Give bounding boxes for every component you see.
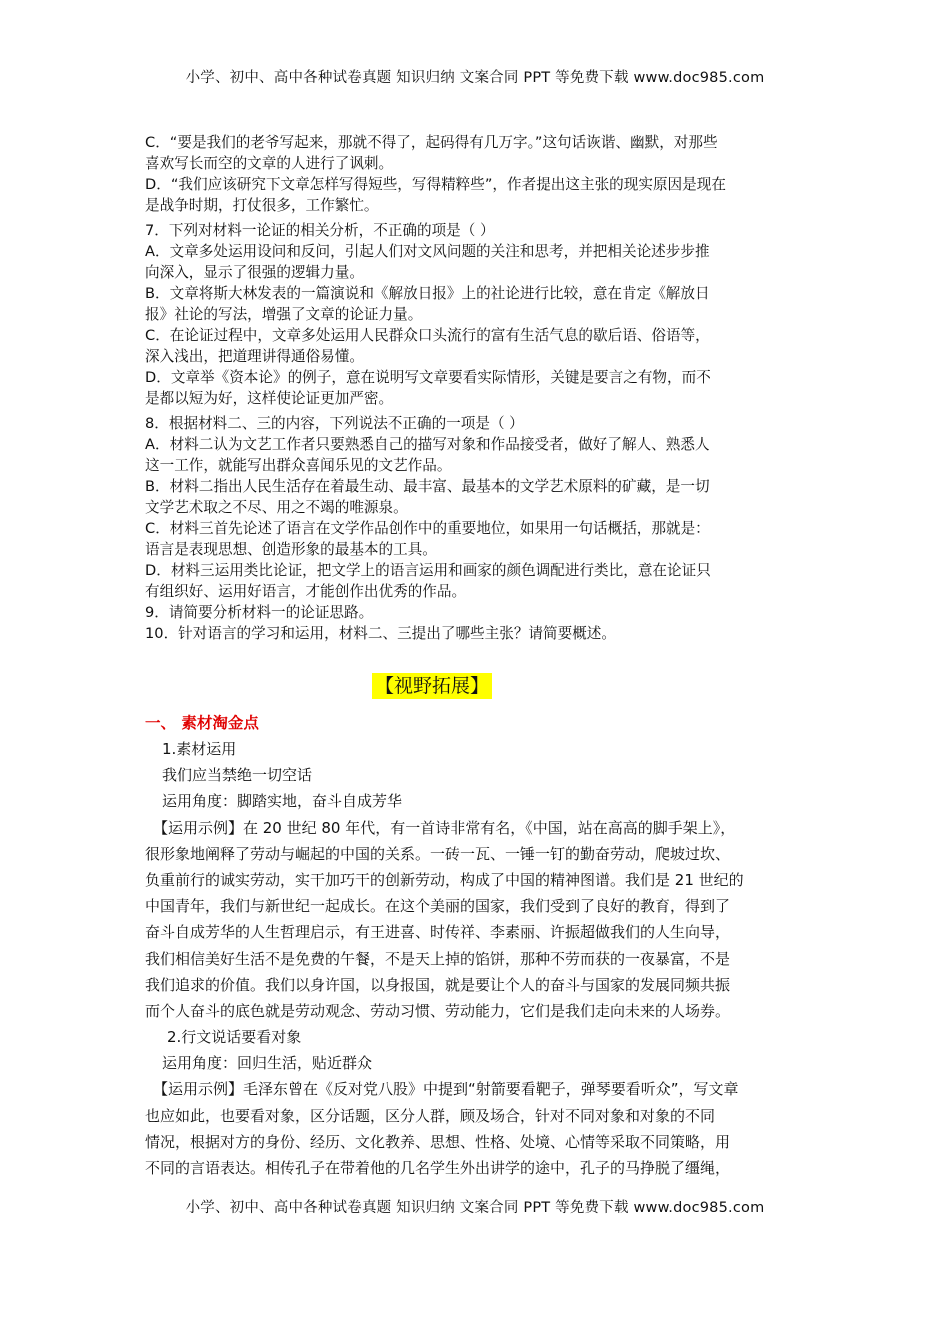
material-line-cont: 我们追求的价值。我们以身许国，以身报国，就是要让个人的奋斗与国家的发展同频共振 [145,975,731,994]
section-heading: 一、 素材淘金点 [145,714,259,732]
material-line-cont: 奋斗自成芳华的人生哲理启示，有王进喜、时传祥、李素丽、许振超做我们的人生向导， [145,923,731,942]
material-line-cont: 中国青年，我们与新世纪一起成长。在这个美丽的国家，我们受到了良好的教育，得到了 [145,897,731,916]
material-line-sub2: 2.行文说话要看对象 [167,1028,302,1047]
material-line-sub: 运用角度：脚踏实地，奋斗自成芳华 [162,792,403,811]
question-line: 喜欢写长而空的文章的人进行了讽刺。 [145,155,394,172]
question-group [145,623,810,644]
question-group [145,220,810,409]
question-line: 文学艺术取之不尽、用之不竭的唯源泉。 [145,499,408,516]
question-line: 语言是表现思想、创造形象的最基本的工具。 [145,541,437,558]
question-line: 深入浅出，把道理讲得通俗易懂。 [145,348,364,365]
page-footer: 小学、初中、高中各种试卷真题 知识归纳 文案合同 PPT 等免费下载 www.doc985.com [185,1200,765,1216]
question-line: 有组织好、运用好语言，才能创作出优秀的作品。 [145,583,467,600]
material-line-cont: 负重前行的诚实劳动，实干加巧干的创新劳动，构成了中国的精神图谱。我们是 21 世纪的 [145,870,744,889]
question-line: 10．针对语言的学习和运用，材料二、三提出了哪些主张？请简要概述。 [145,625,616,642]
question-line: 向深入，显示了很强的逻辑力量。 [145,264,364,281]
question-line: D．材料三运用类比论证，把文学上的语言运用和画家的颜色调配进行类比，意在论证只 [145,562,711,579]
material-line-cont: 很形象地阐释了劳动与崛起的中国的关系。一砖一瓦、一锤一钉的勤奋劳动，爬坡过坎、 [145,844,731,863]
question-line: A．材料二认为文艺工作者只要熟悉自己的描写对象和作品接受者，做好了解人、熟悉人 [145,436,710,453]
question-line: 7．下列对材料一论证的相关分析，不正确的项是（ ） [145,222,495,239]
question-line: A．文章多处运用设问和反问，引起人们对文风问题的关注和思考，并把相关论述步步推 [145,243,710,260]
material-line-cont: 也应如此，也要看对象，区分话题，区分人群，顾及场合，针对不同对象和对象的不同 [145,1106,716,1125]
material-line-example: 【运用示例】毛泽东曾在《反对党八股》中提到“射箭要看靶子，弹琴要看听众”，写文章 [153,1080,739,1099]
question-line: 是都以短为好，这样使论证更加严密。 [145,390,394,407]
question-line: B．文章将斯大林发表的一篇演说和《解放日报》上的社论进行比较，意在肯定《解放日 [145,285,710,302]
question-line: 报》社论的写法，增强了文章的论证力量。 [145,306,423,323]
material-line-example: 【运用示例】在 20 世纪 80 年代，有一首诗非常有名，《中国，站在高高的脚手架上》， [153,818,736,837]
question-line: 这一工作，就能写出群众喜闻乐见的文艺作品。 [145,457,452,474]
material-line-cont: 我们相信美好生活不是免费的午餐，不是天上掉的馅饼，那种不劳而获的一夜暴富，不是 [145,949,731,968]
exam-questions [145,132,810,644]
material-line-cont: 而个人奋斗的底色就是劳动观念、劳动习惯、劳动能力，它们是我们走向未来的人场券。 [145,1001,731,1020]
material-line-cont: 情况，根据对方的身份、经历、文化教养、思想、性格、处境、心情等采取不同策略，用 [145,1132,731,1151]
question-line: C．在论证过程中，文章多处运用人民群众口头流行的富有生活气息的歇后语、俗语等， [145,327,710,344]
section-title-highlighted: 【视野拓展】 [372,673,492,699]
question-group [145,602,810,623]
question-group [145,413,810,602]
question-line: 是战争时期，打仗很多，工作繁忙。 [145,197,379,214]
material-line-sub: 我们应当禁绝一切空话 [162,766,313,785]
page-header: 小学、初中、高中各种试卷真题 知识归纳 文案合同 PPT 等免费下载 www.doc985.com [185,70,765,86]
question-line: C．材料三首先论述了语言在文学作品创作中的重要地位，如果用一句话概括，那就是： [145,520,710,537]
material-line-sub: 1.素材运用 [162,740,237,758]
question-line: 9．请简要分析材料一的论证思路。 [145,604,374,621]
material-section [145,736,810,1181]
question-line: D．“我们应该研究下文章怎样写得短些，写得精粹些”，作者提出这主张的现实原因是现在 [145,176,726,193]
question-group [145,132,810,216]
question-line: D．文章举《资本论》的例子，意在说明写文章要看实际情形，关键是要言之有物，而不 [145,369,711,386]
material-line-cont: 不同的言语表达。相传孔子在带着他的几名学生外出讲学的途中，孔子的马挣脱了缰绳， [145,1159,731,1177]
question-line: B．材料二指出人民生活存在着最生动、最丰富、最基本的文学艺术原料的矿藏，是一切 [145,478,710,495]
question-line: 8．根据材料二、三的内容，下列说法不正确的一项是（ ） [145,415,524,432]
material-line-sub: 运用角度：回归生活，贴近群众 [162,1054,373,1073]
question-line: C．“要是我们的老爷写起来，那就不得了，起码得有几万字。”这句话诙谐、幽默，对那些 [145,134,718,151]
